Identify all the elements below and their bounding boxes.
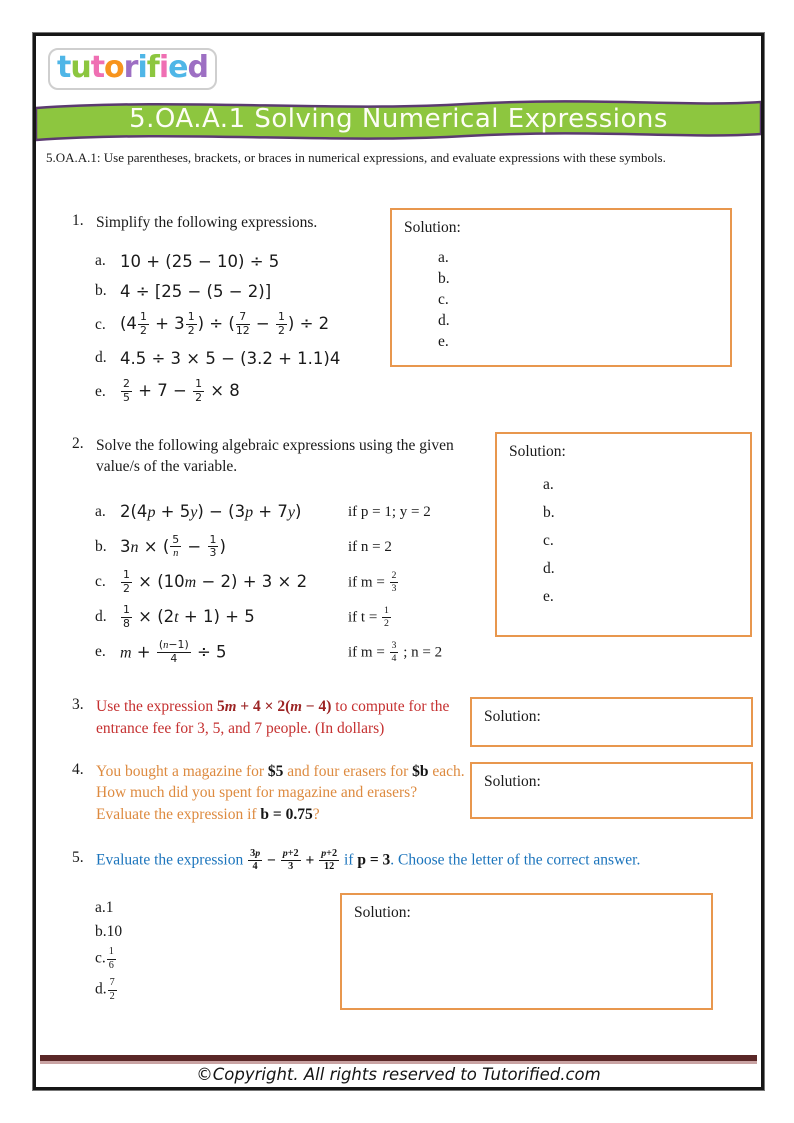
math-expression: (4 $\frac{1}{2}$ + 3 $\frac{1}{2}$ ) ÷ ( $\frac{7}{12}$ − $\frac{1}{2}$ ) ÷ 2 <box>120 310 330 338</box>
tutorified-logo <box>48 48 217 90</box>
math-expression: 2(4p + 5y) − (3p + 7y) <box>120 502 302 522</box>
q2-item-a <box>95 495 484 530</box>
q1-number: 1. <box>72 212 84 229</box>
q4-number: 4. <box>72 761 84 778</box>
item-label: d. <box>95 349 107 367</box>
q4-text: You bought a magazine for $5 and four erasers for $b each. How much did you spent for magazine and erasers? Evaluate the expression if b = 0.75? <box>96 763 465 823</box>
standard-description: 5.OA.A.1: Use parentheses, brackets, or braces in numerical expressions, and evaluate expressions with these symbols. <box>46 150 666 165</box>
item-label: a. <box>95 899 106 917</box>
math-expression: 3n × ( $\frac{5}{n}$ − $\frac{1}{3}$ ) <box>120 532 226 560</box>
q1-item-a <box>95 246 402 276</box>
item-label: c. <box>95 950 106 968</box>
condition: if m = $\frac{2}{3}$ <box>348 569 397 594</box>
q2-item-b <box>95 530 484 565</box>
solution-label: Solution: <box>484 708 541 725</box>
logo-letter: i <box>158 50 169 85</box>
item-label: a. <box>95 252 106 270</box>
logo-word <box>57 51 208 85</box>
q1-item-b <box>95 276 402 306</box>
math-expression: 4 ÷ [25 − (5 − 2)] <box>120 281 272 301</box>
math-expression: $\frac{2}{5}$ + 7 − $\frac{1}{2}$ × 8 <box>123 377 240 405</box>
solution-label: Solution: <box>354 904 411 921</box>
question-1 <box>72 212 402 410</box>
footer-divider-bar <box>40 1055 757 1064</box>
item-label: b. <box>95 923 107 941</box>
condition: if t = $\frac{1}{2}$ <box>348 604 389 629</box>
solution-slot: c. <box>543 532 554 549</box>
logo-letter: u <box>70 50 91 85</box>
solution-slot: a. <box>438 249 449 266</box>
option-value: 10 <box>106 923 123 941</box>
q2-item-c <box>95 565 484 600</box>
logo-letter: d <box>187 50 208 85</box>
item-label: e. <box>95 382 106 400</box>
solution-slot: d. <box>438 312 450 329</box>
solution-box-2 <box>495 432 752 637</box>
q3-text: Use the expression 5m + 4 × 2(m − 4) to compute for the entrance fee for 3, 5, and 7 people. (In dollars) <box>96 698 450 737</box>
solution-slot: e. <box>543 588 554 605</box>
q1-item-d <box>95 343 402 373</box>
title-banner <box>36 95 761 145</box>
math-expression: 10 + (25 − 10) ÷ 5 <box>120 251 280 271</box>
item-label: d. <box>95 981 107 999</box>
logo-letter: r <box>123 50 138 85</box>
solution-box-3 <box>470 697 753 747</box>
solution-slot: a. <box>543 476 554 493</box>
logo-letter: e <box>168 50 188 85</box>
math-expression: $\frac{1}{8}$ × (2t + 1) + 5 <box>123 602 255 630</box>
option-value: $\frac{1}{6}$ <box>108 946 114 971</box>
item-label: b. <box>95 282 107 300</box>
solution-label: Solution: <box>509 443 566 460</box>
logo-letter: t <box>90 50 105 85</box>
solution-box-5 <box>340 893 713 1010</box>
q2-item-e <box>95 635 484 670</box>
q5-text: Evaluate the expression $\frac{3p}{4}$ − $\frac{p+2}{3}$ + $\frac{p+2}{12}$ if p = 3. Choose the letter of the correct answer. <box>96 848 641 873</box>
solution-box-4 <box>470 762 753 819</box>
item-label: d. <box>95 608 107 626</box>
solution-slot: b. <box>543 504 555 521</box>
logo-letter: o <box>104 50 124 85</box>
condition: if p = 1; y = 2 <box>348 503 431 520</box>
q2-number: 2. <box>72 435 84 452</box>
solution-list <box>543 471 750 611</box>
q2-items <box>95 495 484 670</box>
solution-slot: b. <box>438 270 450 287</box>
option-value: $\frac{7}{2}$ <box>109 977 115 1002</box>
question-4 <box>72 761 468 825</box>
solution-slot: e. <box>438 333 449 350</box>
solution-slot: c. <box>438 291 449 308</box>
item-label: a. <box>95 503 106 521</box>
worksheet-page <box>33 33 764 1090</box>
math-expression: 4.5 ÷ 3 × 5 − (3.2 + 1.1)4 <box>120 348 341 368</box>
logo-letter: i <box>137 50 147 85</box>
item-label: c. <box>95 315 106 333</box>
math-expression: m + $\frac{(n-1)}{4}$ ÷ 5 <box>120 637 227 666</box>
q1-item-e <box>95 373 402 410</box>
solution-list <box>438 247 730 352</box>
q3-number: 3. <box>72 696 84 713</box>
item-label: c. <box>95 573 106 591</box>
q1-items <box>95 246 402 410</box>
logo-letter: f <box>146 50 159 85</box>
condition: if n = 2 <box>348 538 392 555</box>
condition: if m = $\frac{3}{4}$ ; n = 2 <box>348 639 443 664</box>
q1-item-c <box>95 306 402 343</box>
q2-item-d <box>95 600 484 635</box>
question-3 <box>72 696 476 739</box>
option-value: 1 <box>105 899 114 917</box>
math-expression: $\frac{1}{2}$ × (10m − 2) + 3 × 2 <box>123 567 308 595</box>
q1-prompt: Simplify the following expressions. <box>96 214 318 231</box>
q5-number: 5. <box>72 849 84 866</box>
question-2 <box>72 435 484 670</box>
solution-slot: d. <box>543 560 555 577</box>
logo-letter: t <box>57 50 71 85</box>
item-label: e. <box>95 643 106 661</box>
item-label: b. <box>95 538 107 556</box>
q2-prompt: Solve the following algebraic expressions using the given value/s of the variable. <box>96 437 454 476</box>
copyright-text: ©Copyright. All rights reserved to Tutorified.com <box>196 1065 601 1084</box>
solution-label: Solution: <box>404 219 461 236</box>
solution-label: Solution: <box>484 773 541 790</box>
solution-box-1 <box>390 208 732 367</box>
page-title: 5.OA.A.1 Solving Numerical Expressions <box>129 104 668 134</box>
